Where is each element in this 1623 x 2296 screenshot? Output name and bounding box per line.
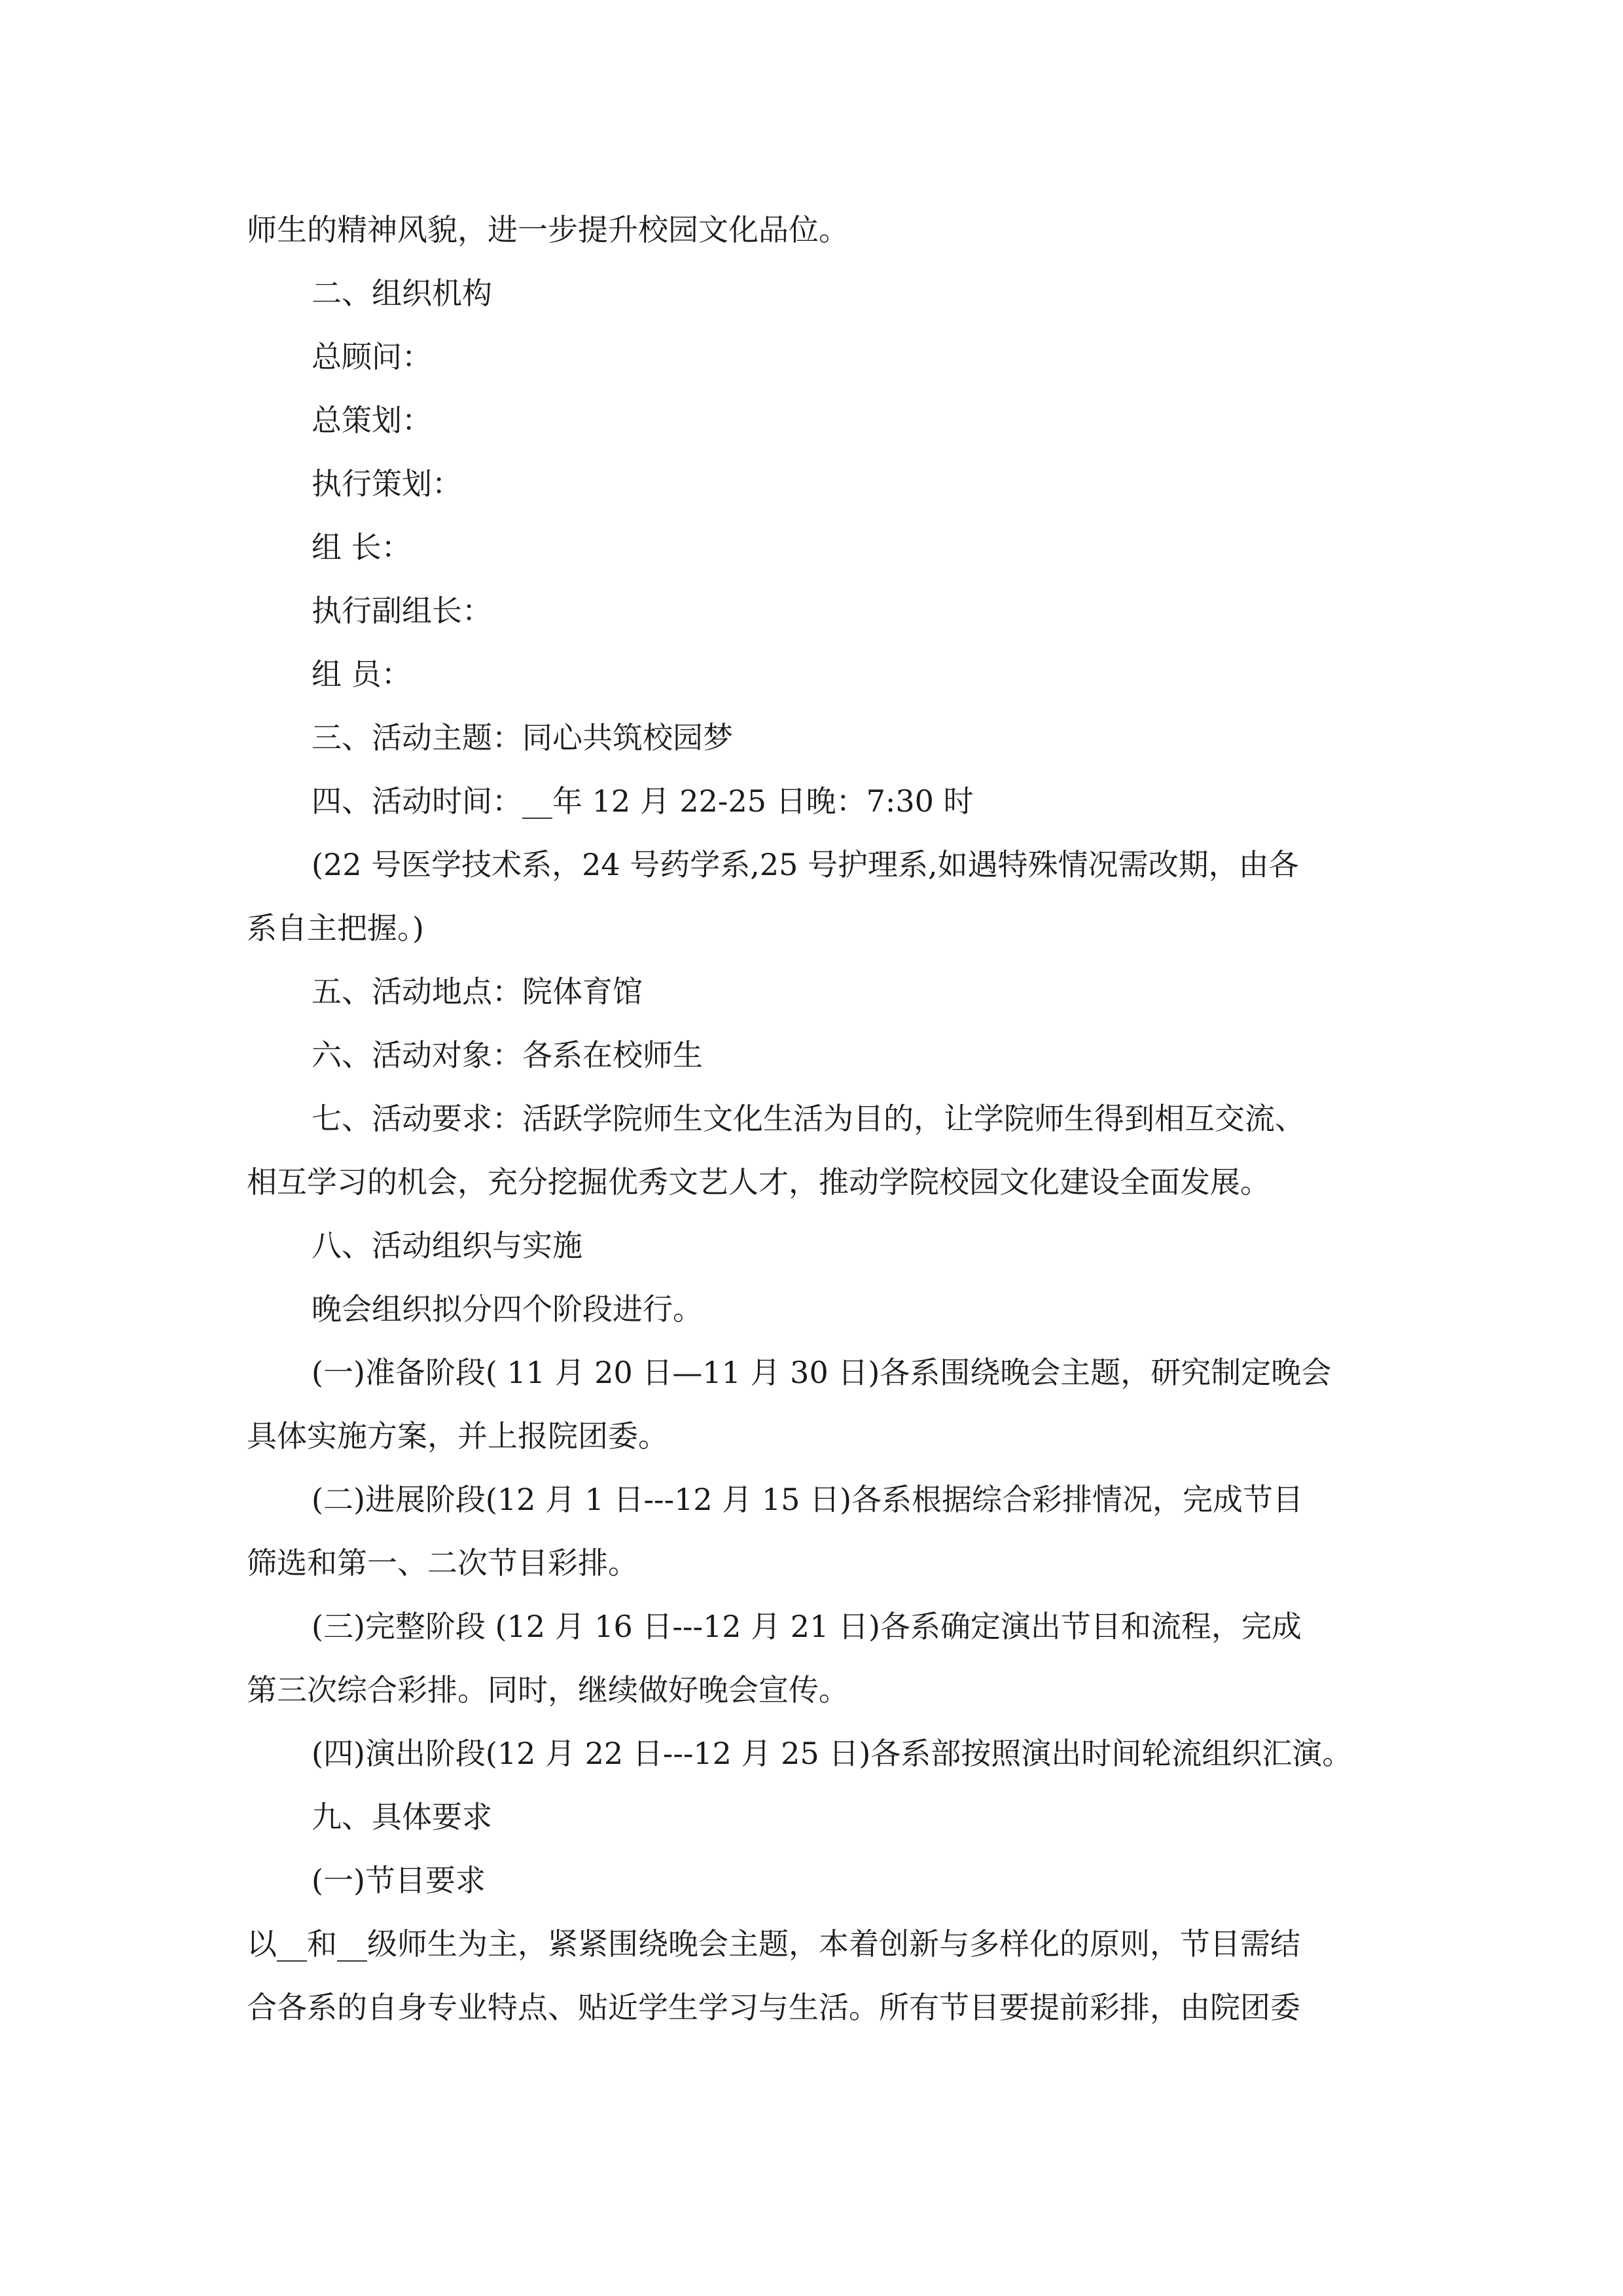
paragraph-line: 第三次综合彩排。同时，继续做好晚会宣传。 [247,1672,849,1708]
section-heading: 五、活动地点：院体育馆 [312,974,643,1009]
paragraph-line: 组 长： [312,529,412,565]
paragraph-line: 组 员： [312,656,412,692]
paragraph-line: (22 号医学技术系，24 号药学系,25 号护理系,如遇特殊情况需改期，由各 [312,847,1299,882]
section-heading: 九、具体要求 [312,1799,492,1835]
paragraph-line: (三)完整阶段 (12 月 16 日---12 月 21 日)各系确定演出节目和流程，完成 [312,1609,1302,1644]
paragraph-line: 系自主把握。) [247,910,424,946]
paragraph-line: 筛选和第一、二次节目彩排。 [247,1545,638,1581]
paragraph-line: 总策划： [312,403,432,438]
paragraph-line: (二)进展阶段(12 月 1 日---12 月 15 日)各系根据综合彩排情况，完成节目 [312,1482,1304,1517]
section-heading: 四、活动时间：__年 12 月 22-25 日晚：7:30 时 [312,783,974,819]
paragraph-line: 晚会组织拟分四个阶段进行。 [312,1291,703,1327]
paragraph-line: 执行策划： [312,466,462,501]
paragraph-line: 相互学习的机会，充分挖掘优秀文艺人才，推动学院校园文化建设全面发展。 [247,1164,1270,1200]
paragraph-line: (一)准备阶段( 11 月 20 日—11 月 30 日)各系围绕晚会主题，研究制定晚会 [312,1355,1332,1390]
section-heading: 八、活动组织与实施 [312,1228,582,1263]
paragraph-line: 师生的精神风貌，进一步提升校园文化品位。 [247,212,849,247]
paragraph-line: (四)演出阶段(12 月 22 日---12 月 25 日)各系部按照演出时间轮流组织汇演。 [312,1736,1353,1771]
section-heading: 七、活动要求：活跃学院师生文化生活为目的，让学院师生得到相互交流、 [312,1101,1305,1136]
paragraph-line: 执行副组长： [312,593,492,628]
section-heading: 六、活动对象：各系在校师生 [312,1037,703,1073]
paragraph-line: 合各系的自身专业特点、贴近学生学习与生活。所有节目要提前彩排，由院团委 [247,1990,1300,2025]
paragraph-line: 具体实施方案，并上报院团委。 [247,1418,668,1454]
paragraph-line: 以__和__级师生为主，紧紧围绕晚会主题，本着创新与多样化的原则，节目需结 [247,1926,1300,1962]
section-heading: 三、活动主题：同心共筑校园梦 [312,720,733,755]
paragraph-line: (一)节目要求 [312,1863,486,1898]
paragraph-line: 总顾问： [312,339,432,374]
section-heading: 二、组织机构 [312,276,492,311]
